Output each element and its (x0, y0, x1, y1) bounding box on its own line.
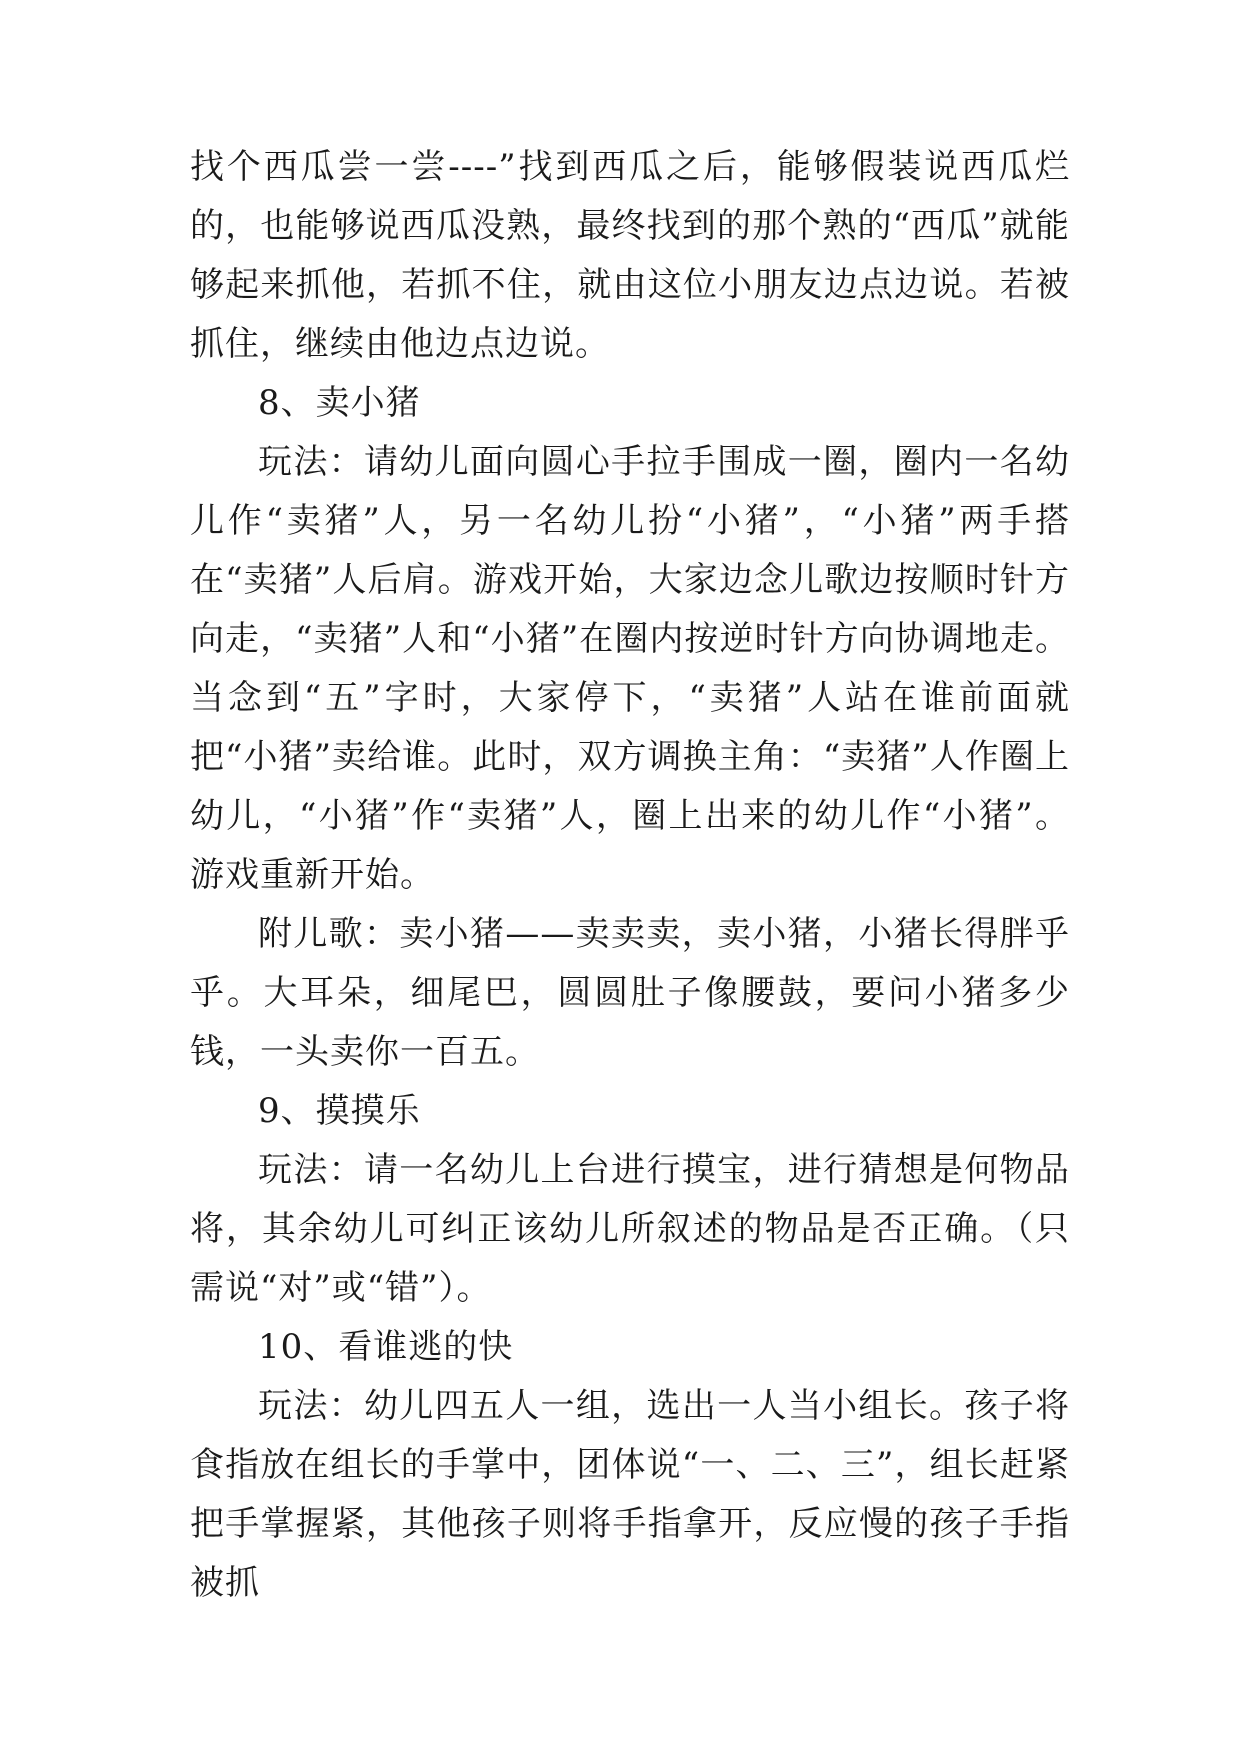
paragraph-song-8: 附儿歌：卖小猪——卖卖卖，卖小猪，小猪长得胖乎乎。大耳朵，细尾巴，圆圆肚子像腰鼓，要问小猪多少钱，一头卖你一百五。 (190, 914, 1070, 1072)
document-body (190, 138, 1070, 1613)
section-heading-9: 9、摸摸乐 (258, 1091, 421, 1131)
paragraph-continuation: 找个西瓜尝一尝----”找到西瓜之后，能够假装说西瓜烂的，也能够说西瓜没熟，最终找到的那个熟的“西瓜”就能够起来抓他，若抓不住，就由这位小朋友边点边说。若被抓住，继续由他边点边说。 (190, 147, 1070, 364)
section-heading-10: 10、看谁逃的快 (258, 1327, 514, 1367)
paragraph-rules-8: 玩法：请幼儿面向圆心手拉手围成一圈，圈内一名幼儿作“卖猪”人，另一名幼儿扮“小猪”，“小猪”两手搭在“卖猪”人后肩。游戏开始，大家边念儿歌边按顺时针方向走，“卖猪”人和“小猪”在圈内按逆时针方向协调地走。当念到“五”字时，大家停下，“卖猪”人站在谁前面就把“小猪”卖给谁。此时，双方调换主角：“卖猪”人作圈上幼儿，“小猪”作“卖猪”人，圈上出来的幼儿作“小猪”。游戏重新开始。 (190, 442, 1070, 895)
section-heading-8: 8、卖小猪 (258, 383, 421, 423)
paragraph-rules-9: 玩法：请一名幼儿上台进行摸宝，进行猜想是何物品将，其余幼儿可纠正该幼儿所叙述的物品是否正确。（只需说“对”或“错”）。 (190, 1150, 1070, 1308)
paragraph-rules-10: 玩法：幼儿四五人一组，选出一人当小组长。孩子将食指放在组长的手掌中，团体说“一、二、三”，组长赶紧把手掌握紧，其他孩子则将手指拿开，反应慢的孩子手指被抓 (190, 1386, 1070, 1603)
